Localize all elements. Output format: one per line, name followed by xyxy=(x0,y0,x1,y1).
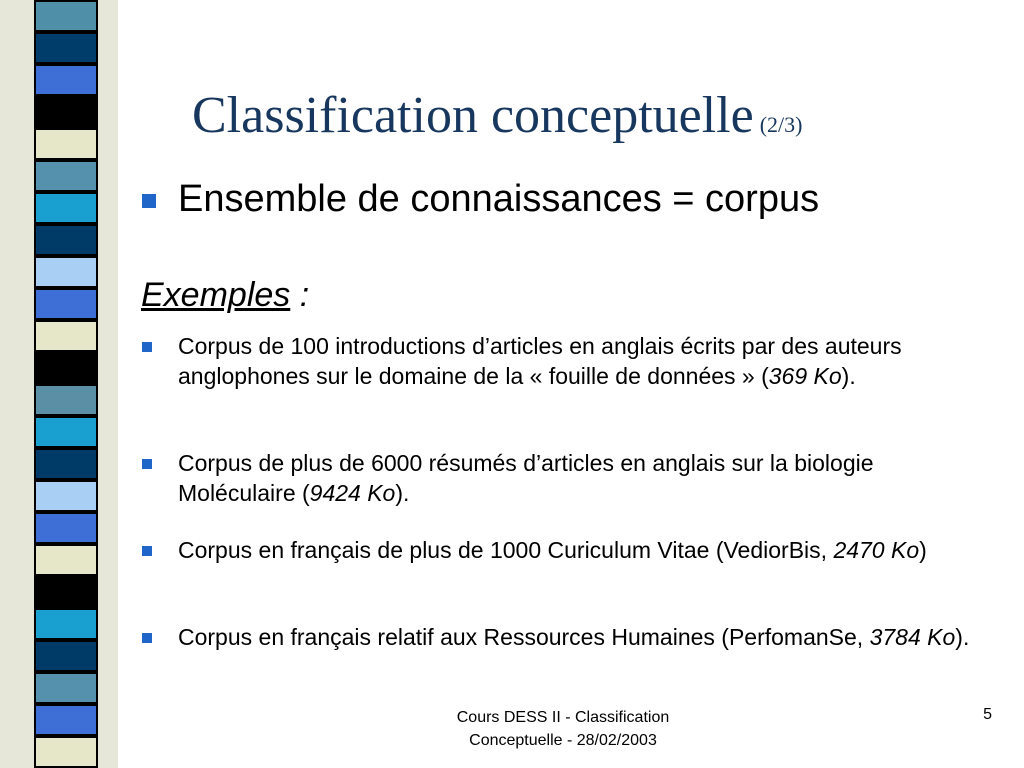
stripe xyxy=(36,226,96,254)
square-bullet-icon xyxy=(142,633,152,643)
footer-line: Conceptuelle - 28/02/2003 xyxy=(469,732,657,749)
list-item-text xyxy=(178,448,978,508)
stripe xyxy=(36,34,96,62)
examples-heading xyxy=(141,276,309,315)
stripe xyxy=(36,322,96,350)
square-bullet-icon xyxy=(142,459,152,469)
stripe xyxy=(36,354,96,382)
item-text: Corpus de plus de 6000 résumés d’articles en anglais sur la biologie Moléculaire ( xyxy=(178,450,874,506)
item-size: 2470 Ko xyxy=(833,537,920,563)
stripe xyxy=(36,642,96,670)
stripe xyxy=(36,514,96,542)
stripe xyxy=(36,546,96,574)
stripe xyxy=(36,578,96,606)
slide-title-part: (2/3) xyxy=(759,112,803,137)
item-size: 3784 Ko xyxy=(869,624,956,650)
item-text-end: ). xyxy=(395,480,410,506)
list-item-text xyxy=(178,331,978,391)
examples-colon: : xyxy=(290,276,310,314)
examples-label: Exemples xyxy=(141,276,291,314)
stripe xyxy=(36,610,96,638)
stripe xyxy=(36,66,96,94)
square-bullet-icon xyxy=(142,546,152,556)
stripe xyxy=(36,258,96,286)
item-text-end: ). xyxy=(841,363,856,389)
item-size: 9424 Ko xyxy=(309,480,396,506)
stripe xyxy=(36,482,96,510)
stripe xyxy=(36,2,96,30)
slide-title xyxy=(192,86,802,145)
stripe xyxy=(36,194,96,222)
item-size: 369 Ko xyxy=(768,363,842,389)
footer-line: Cours DESS II - Classification xyxy=(456,709,670,726)
slide-footer xyxy=(400,706,726,752)
stripe xyxy=(36,418,96,446)
item-text: Corpus de 100 introductions d’articles en anglais écrits par des auteurs anglophones sur le domaine de la « fouille de données » ( xyxy=(178,333,902,389)
item-text: Corpus en français de plus de 1000 Curiculum Vitae (VediorBis, xyxy=(178,537,834,563)
slide-title-text: Classification conceptuelle xyxy=(192,87,754,144)
stripe xyxy=(36,738,96,766)
stripe xyxy=(36,130,96,158)
square-bullet-icon xyxy=(142,194,156,208)
stripe xyxy=(36,674,96,702)
stripe xyxy=(36,162,96,190)
item-text: Corpus en français relatif aux Ressources Humaines (PerfomanSe, xyxy=(178,624,870,650)
main-bullet-text: Ensemble de connaissances = corpus xyxy=(178,178,820,220)
decorative-side-strip xyxy=(0,0,118,768)
square-bullet-icon xyxy=(142,342,152,352)
item-text-end: ). xyxy=(955,624,970,650)
item-text-end: ) xyxy=(919,537,927,563)
stripe xyxy=(36,290,96,318)
stripe xyxy=(36,98,96,126)
list-item-text xyxy=(178,622,978,652)
list-item-text xyxy=(178,535,978,565)
striped-bar xyxy=(34,0,98,768)
stripe xyxy=(36,706,96,734)
stripe xyxy=(36,386,96,414)
page-number: 5 xyxy=(983,706,992,723)
stripe xyxy=(36,450,96,478)
